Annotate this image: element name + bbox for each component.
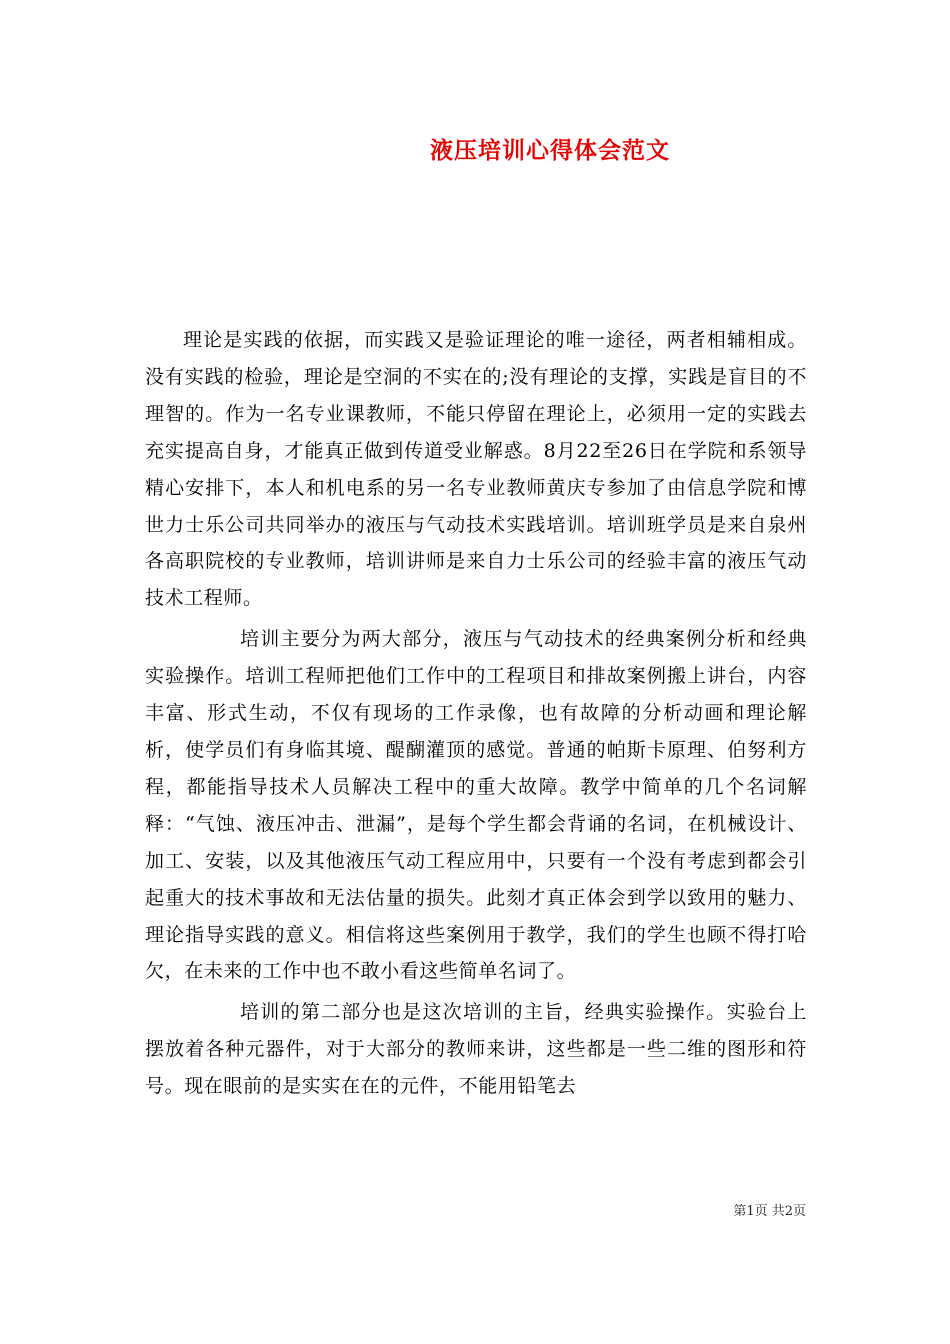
paragraph-2: 培训主要分为两大部分，液压与气动技术的经典案例分析和经典实验操作。培训工程师把他们工作中的工程项目和排故案例搬上讲台，内容丰富、形式生动，不仅有现场的工作录像，也有故障的分析动画和理论解析，使学员们有身临其境、醍醐灌顶的感觉。普通的帕斯卡原理、伯努利方程，都能指导技术人员解决工程中的重大故障。教学中简单的几个名词解释：“气蚀、液压冲击、泄漏”，是每个学生都会背诵的名词，在机械设计、加工、安装，以及其他液压气动工程应用中，只要有一个没有考虑到都会引起重大的技术事故和无法估量的损失。此刻才真正体会到学以致用的魅力、理论指导实践的意义。相信将这些案例用于教学，我们的学生也顾不得打哈欠，在未来的工作中也不敢小看这些简单名词了。 — [145, 628, 807, 983]
document-body — [145, 322, 807, 1109]
document-title: 液压培训心得体会范文 — [430, 137, 670, 164]
paragraph-1: 理论是实践的依据，而实践又是验证理论的唯一途径，两者相辅相成。没有实践的检验，理论是空洞的不实在的;没有理论的支撑，实践是盲目的不理智的。作为一名专业课教师，不能只停留在理论上，必须用一定的实践去充实提高自身，才能真正做到传道受业解惑。8月22至26日在学院和系领导精心安排下，本人和机电系的另一名专业教师黄庆专参加了由信息学院和博世力士乐公司共同举办的液压与气动技术实践培训。培训班学员是来自泉州各高职院校的专业教师，培训讲师是来自力士乐公司的经验丰富的液压气动技术工程师。 — [145, 329, 807, 610]
paragraph-3: 培训的第二部分也是这次培训的主旨，经典实验操作。实验台上摆放着各种元器件，对于大部分的教师来讲，这些都是一些二维的图形和符号。现在眼前的是实实在在的元件，不能用铅笔去 — [145, 1001, 807, 1098]
page-number-footer: 第1页 共2页 — [733, 1204, 806, 1219]
